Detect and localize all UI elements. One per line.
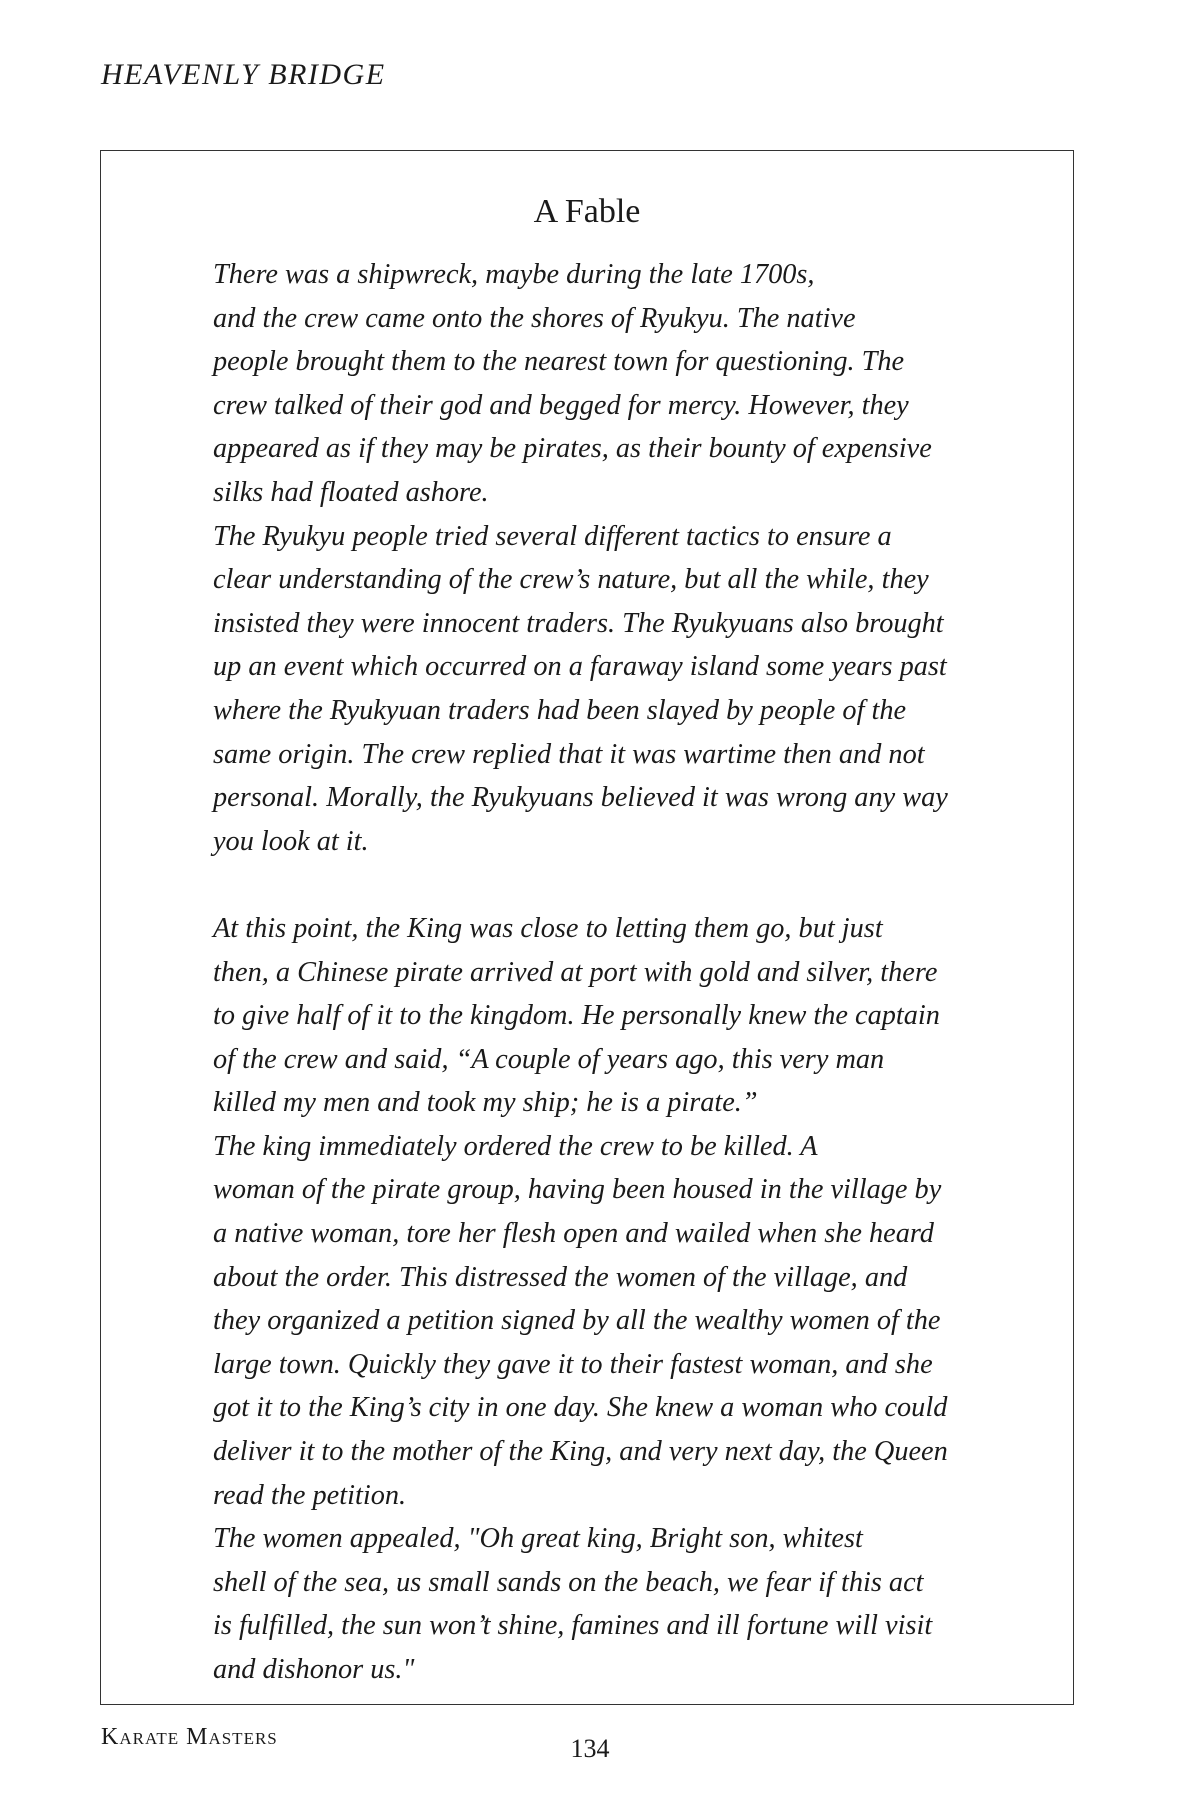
text-line: of the crew and said, “A couple of years ago, this very man	[213, 1043, 885, 1075]
story-paragraph-3	[151, 907, 1036, 1125]
text-line: appeared as if they may be pirates, as their bounty of expensive	[213, 433, 932, 465]
text-line: insisted they were innocent traders. The Ryukyuans also brought	[213, 607, 944, 639]
text-line: a native woman, tore her flesh open and wailed when she heard	[213, 1218, 934, 1250]
text-line: is fulfilled, the sun won’t shine, famines and ill fortune will visit	[213, 1610, 933, 1642]
text-line: There was a shipwreck, maybe during the late 1700s,	[213, 259, 815, 290]
story-paragraph-1	[151, 253, 1036, 515]
text-line: you look at it.	[213, 825, 369, 857]
footer-book-title: Karate Masters	[101, 1724, 278, 1750]
text-line: killed my men and took my ship; he is a pirate.”	[213, 1087, 758, 1119]
text-line: The king immediately ordered the crew to be killed. A	[213, 1130, 818, 1162]
text-line: and dishonor us."	[213, 1654, 415, 1685]
story-paragraph-2	[151, 515, 1036, 864]
text-line: same origin. The crew replied that it was wartime then and not	[213, 738, 925, 770]
text-line: personal. Morally, the Ryukyuans believed it was wrong any way	[213, 782, 948, 814]
story-paragraph-4	[151, 1125, 1036, 1517]
text-line: people brought them to the nearest town for questioning. The	[213, 346, 905, 378]
text-line: woman of the pirate group, having been housed in the village by	[213, 1174, 942, 1206]
page-number: 134	[570, 1734, 610, 1763]
text-line: about the order. This distressed the women of the village, and	[213, 1261, 908, 1293]
text-line: got it to the King’s city in one day. She knew a woman who could	[213, 1392, 948, 1424]
text-line: where the Ryukyuan traders had been slayed by people of the	[213, 694, 907, 726]
text-line: The Ryukyu people tried several different tactics to ensure a	[213, 520, 892, 552]
text-line: silks had floated ashore.	[213, 476, 489, 508]
text-line: read the petition.	[213, 1479, 407, 1511]
text-line: shell of the sea, us small sands on the beach, we fear if this act	[213, 1566, 924, 1598]
story-paragraph-5	[151, 1517, 1036, 1691]
text-line: At this point, the King was close to letting them go, but just	[213, 912, 883, 944]
text-line: they organized a petition signed by all the wealthy women of the	[213, 1305, 941, 1337]
text-line: crew talked of their god and begged for mercy. However, they	[213, 389, 909, 421]
text-line: up an event which occurred on a faraway island some years past	[213, 651, 947, 683]
text-line: deliver it to the mother of the King, and very next day, the Queen	[213, 1436, 948, 1468]
fable-sidebar-box	[100, 150, 1074, 1705]
fable-title: A Fable	[533, 193, 641, 230]
text-line: then, a Chinese pirate arrived at port with gold and silver, there	[213, 956, 938, 988]
text-line: and the crew came onto the shores of Ryukyu. The native	[213, 302, 856, 334]
text-line: to give half of it to the kingdom. He personally knew the captain	[213, 1000, 940, 1032]
running-header: HEAVENLY BRIDGE	[101, 58, 386, 91]
text-line: large town. Quickly they gave it to their fastest woman, and she	[213, 1348, 933, 1380]
fable-story	[151, 253, 1036, 1692]
text-line: The women appealed, "Oh great king, Bright son, whitest	[213, 1523, 863, 1555]
text-line: clear understanding of the crew’s nature, but all the while, they	[213, 564, 929, 596]
